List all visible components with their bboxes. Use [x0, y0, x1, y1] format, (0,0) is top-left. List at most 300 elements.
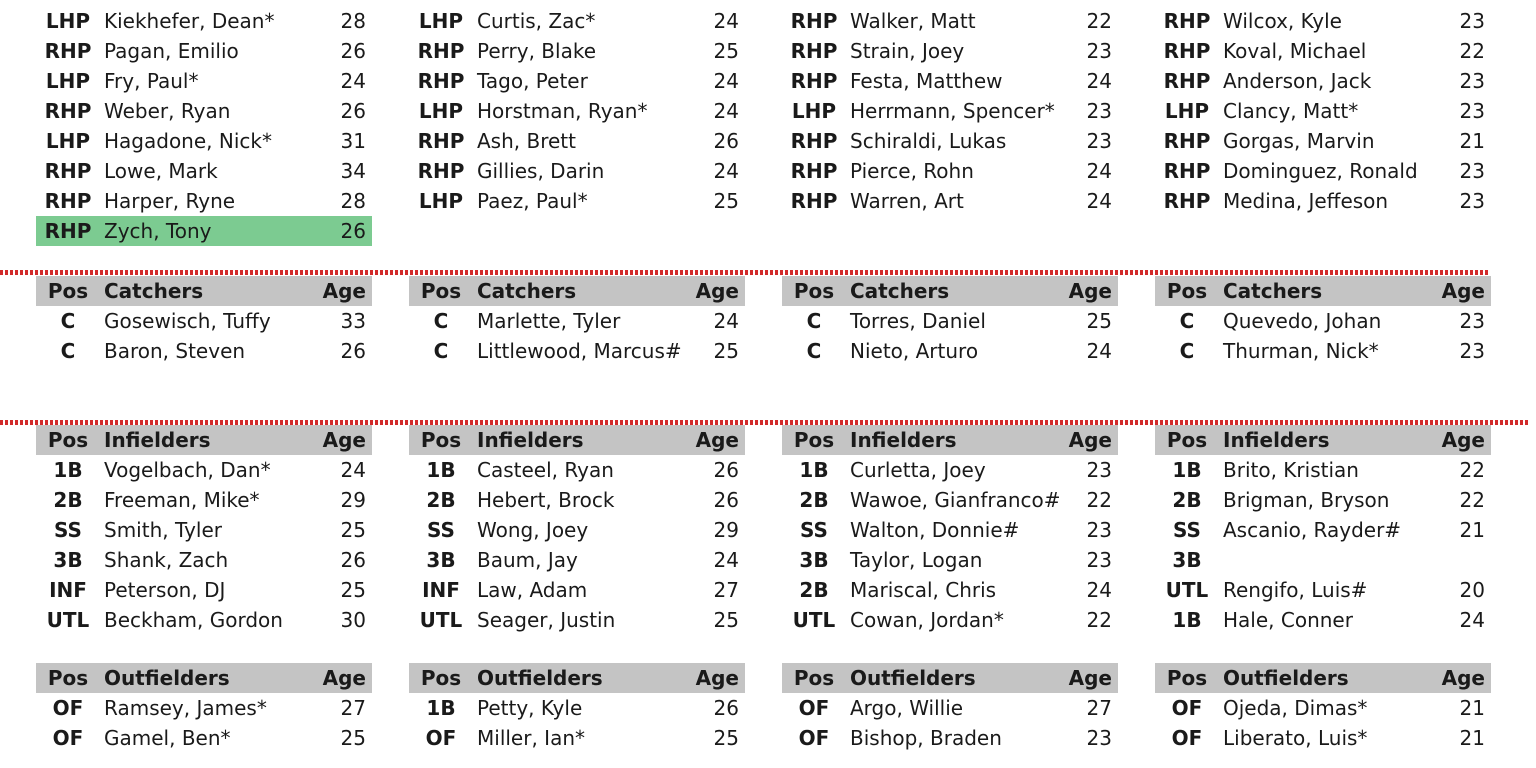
player-age: 25: [713, 608, 739, 632]
player-name: Baron, Steven: [104, 339, 246, 363]
player-name: Anderson, Jack: [1223, 69, 1372, 93]
position: LHP: [45, 9, 91, 33]
pitchers-column-3: [782, 6, 1118, 216]
position: OF: [425, 726, 457, 750]
outfielders-column-4: [1155, 663, 1491, 753]
player-age: 23: [1086, 99, 1112, 123]
position: 1B: [426, 696, 456, 720]
roster-row: [36, 723, 372, 753]
roster-row: [1155, 455, 1491, 485]
pos-header: Pos: [793, 666, 835, 690]
player-name: Tago, Peter: [477, 69, 588, 93]
section-title: Infielders: [477, 428, 584, 452]
position: SS: [800, 518, 828, 542]
position: C: [1179, 339, 1195, 363]
position: RHP: [417, 69, 465, 93]
position: INF: [49, 578, 87, 602]
age-header: Age: [1441, 428, 1485, 452]
player-name: Mariscal, Chris: [850, 578, 997, 602]
roster-row: [782, 723, 1118, 753]
player-age: 25: [713, 189, 739, 213]
player-age: 23: [1086, 458, 1112, 482]
position: 3B: [426, 548, 456, 572]
player-name: Koval, Michael: [1223, 39, 1367, 63]
position: SS: [54, 518, 82, 542]
position: RHP: [417, 39, 465, 63]
player-age: 25: [713, 339, 739, 363]
player-name: Freeman, Mike*: [104, 488, 260, 512]
pos-header: Pos: [420, 666, 462, 690]
player-name: Hebert, Brock: [477, 488, 615, 512]
position: 2B: [799, 488, 829, 512]
position: 3B: [53, 548, 83, 572]
position: OF: [52, 726, 84, 750]
player-name: Hale, Conner: [1223, 608, 1353, 632]
player-age: 24: [713, 69, 739, 93]
position: RHP: [790, 9, 838, 33]
section-title: Outfielders: [850, 666, 976, 690]
player-name: Strain, Joey: [850, 39, 965, 63]
player-name: Baum, Jay: [477, 548, 578, 572]
position: LHP: [418, 189, 464, 213]
position: RHP: [790, 159, 838, 183]
position: SS: [427, 518, 455, 542]
position: 2B: [53, 488, 83, 512]
section-header: [36, 663, 372, 693]
player-age: 23: [1459, 99, 1485, 123]
pos-header: Pos: [1166, 279, 1208, 303]
roster-row: [1155, 605, 1491, 635]
roster-row: [409, 605, 745, 635]
roster-row: [409, 336, 745, 366]
position: LHP: [1164, 99, 1210, 123]
outfielders-column-3: [782, 663, 1118, 753]
position: UTL: [792, 608, 836, 632]
pitchers-column-4: [1155, 6, 1491, 216]
player-name: Marlette, Tyler: [477, 309, 621, 333]
roster-row: [409, 126, 745, 156]
roster-row: [36, 515, 372, 545]
roster-row: [782, 306, 1118, 336]
player-name: Ash, Brett: [477, 129, 576, 153]
position: RHP: [1163, 9, 1211, 33]
position: INF: [422, 578, 460, 602]
player-name: Medina, Jeffeson: [1223, 189, 1389, 213]
position: LHP: [45, 69, 91, 93]
player-age: 23: [1086, 39, 1112, 63]
player-name: Miller, Ian*: [477, 726, 585, 750]
player-name: Weber, Ryan: [104, 99, 231, 123]
age-header: Age: [695, 666, 739, 690]
player-name: Rengifo, Luis#: [1223, 578, 1368, 602]
roster-row: [36, 36, 372, 66]
player-age: 24: [1086, 69, 1112, 93]
roster-row: [36, 156, 372, 186]
roster-row: [782, 455, 1118, 485]
player-age: 26: [713, 696, 739, 720]
roster-row: [1155, 336, 1491, 366]
pos-header: Pos: [47, 279, 89, 303]
player-name: Walker, Matt: [850, 9, 976, 33]
player-name: Littlewood, Marcus#: [477, 339, 682, 363]
roster-row: [409, 455, 745, 485]
player-name: Walton, Donnie#: [850, 518, 1020, 542]
player-age: 23: [1459, 9, 1485, 33]
section-header: [409, 425, 745, 455]
roster-row: [36, 126, 372, 156]
player-age: 23: [1086, 129, 1112, 153]
roster-row: [782, 515, 1118, 545]
position: LHP: [45, 129, 91, 153]
player-age: 26: [340, 339, 366, 363]
player-age: 28: [340, 189, 366, 213]
roster-row: [36, 186, 372, 216]
roster-row: [782, 36, 1118, 66]
roster-row: [782, 693, 1118, 723]
roster-row: [782, 96, 1118, 126]
player-age: 24: [713, 159, 739, 183]
player-name: Law, Adam: [477, 578, 588, 602]
player-age: 21: [1459, 726, 1485, 750]
roster-row: [36, 605, 372, 635]
position: OF: [1171, 696, 1203, 720]
position: OF: [1171, 726, 1203, 750]
position: RHP: [790, 189, 838, 213]
player-name: Gorgas, Marvin: [1223, 129, 1375, 153]
player-age: 24: [340, 69, 366, 93]
position: 2B: [1172, 488, 1202, 512]
age-header: Age: [322, 279, 366, 303]
player-age: 22: [1086, 488, 1112, 512]
player-age: 24: [340, 458, 366, 482]
roster-row: [409, 515, 745, 545]
player-age: 24: [1086, 159, 1112, 183]
player-age: 26: [340, 548, 366, 572]
pos-header: Pos: [1166, 428, 1208, 452]
roster-row: [1155, 186, 1491, 216]
position: LHP: [418, 9, 464, 33]
infielders-column-1: [36, 425, 372, 635]
roster-row: [1155, 306, 1491, 336]
position: 3B: [799, 548, 829, 572]
player-age: 28: [340, 9, 366, 33]
section-header: [36, 276, 372, 306]
catchers-column-2: [409, 276, 745, 366]
position: C: [60, 339, 76, 363]
position: RHP: [790, 129, 838, 153]
player-name: Kiekhefer, Dean*: [104, 9, 275, 33]
player-name: Cowan, Jordan*: [850, 608, 1004, 632]
roster-row: [409, 575, 745, 605]
roster-row: [782, 186, 1118, 216]
age-header: Age: [322, 428, 366, 452]
section-divider: [0, 270, 1490, 275]
infielders-column-2: [409, 425, 745, 635]
pos-header: Pos: [47, 428, 89, 452]
roster-row: [1155, 723, 1491, 753]
section-title: Infielders: [1223, 428, 1330, 452]
player-name: Fry, Paul*: [104, 69, 199, 93]
roster-row: [409, 723, 745, 753]
player-name: Brigman, Bryson: [1223, 488, 1390, 512]
player-age: 27: [340, 696, 366, 720]
pos-header: Pos: [1166, 666, 1208, 690]
player-name: Taylor, Logan: [850, 548, 983, 572]
position: C: [60, 309, 76, 333]
player-name: Nieto, Arturo: [850, 339, 979, 363]
position: UTL: [46, 608, 90, 632]
roster-row: [782, 605, 1118, 635]
player-age: 23: [1459, 159, 1485, 183]
position: C: [433, 309, 449, 333]
player-name: Schiraldi, Lukas: [850, 129, 1007, 153]
player-age: 22: [1086, 608, 1112, 632]
player-name: Peterson, DJ: [104, 578, 226, 602]
player-name: Pagan, Emilio: [104, 39, 239, 63]
roster-row: [782, 66, 1118, 96]
pos-header: Pos: [420, 279, 462, 303]
player-name: Liberato, Luis*: [1223, 726, 1368, 750]
player-name: Smith, Tyler: [104, 518, 222, 542]
player-age: 23: [1459, 339, 1485, 363]
player-age: 24: [1086, 578, 1112, 602]
roster-row: [36, 336, 372, 366]
player-name: Gamel, Ben*: [104, 726, 231, 750]
player-name: Wawoe, Gianfranco#: [850, 488, 1061, 512]
player-name: Pierce, Rohn: [850, 159, 974, 183]
section-header: [36, 425, 372, 455]
player-age: 25: [713, 39, 739, 63]
position: RHP: [1163, 39, 1211, 63]
player-name: Perry, Blake: [477, 39, 597, 63]
roster-row: [36, 66, 372, 96]
player-name: Shank, Zach: [104, 548, 229, 572]
position: RHP: [417, 159, 465, 183]
position: 1B: [799, 458, 829, 482]
roster-row: [36, 693, 372, 723]
position: C: [806, 339, 822, 363]
player-name: Paez, Paul*: [477, 189, 588, 213]
age-header: Age: [322, 666, 366, 690]
position: OF: [798, 696, 830, 720]
section-header: [409, 663, 745, 693]
player-name: Petty, Kyle: [477, 696, 583, 720]
pitchers-column-2: [409, 6, 745, 216]
roster-row: [1155, 693, 1491, 723]
player-age: 25: [340, 518, 366, 542]
player-age: 21: [1459, 696, 1485, 720]
roster-row: [782, 126, 1118, 156]
player-name: Curletta, Joey: [850, 458, 986, 482]
roster-row: [409, 66, 745, 96]
position: RHP: [44, 99, 92, 123]
player-age: 22: [1459, 488, 1485, 512]
section-title: Catchers: [104, 279, 204, 303]
position: SS: [1173, 518, 1201, 542]
roster-row: [36, 485, 372, 515]
position: LHP: [791, 99, 837, 123]
age-header: Age: [1068, 428, 1112, 452]
section-title: Outfielders: [1223, 666, 1349, 690]
player-age: 23: [1459, 69, 1485, 93]
roster-row: [36, 455, 372, 485]
player-name: Ascanio, Rayder#: [1223, 518, 1402, 542]
position: 1B: [1172, 608, 1202, 632]
player-age: 21: [1459, 129, 1485, 153]
position: OF: [798, 726, 830, 750]
position: RHP: [790, 39, 838, 63]
position: RHP: [790, 69, 838, 93]
player-age: 26: [713, 458, 739, 482]
outfielders-column-1: [36, 663, 372, 753]
roster-row: [409, 6, 745, 36]
section-header: [782, 276, 1118, 306]
section-header: [409, 276, 745, 306]
player-age: 29: [340, 488, 366, 512]
player-name: Zych, Tony: [104, 219, 212, 243]
position: RHP: [1163, 159, 1211, 183]
player-age: 25: [1086, 309, 1112, 333]
position: RHP: [417, 129, 465, 153]
player-age: 23: [1086, 548, 1112, 572]
player-name: Warren, Art: [850, 189, 964, 213]
player-age: 26: [340, 39, 366, 63]
section-title: Outfielders: [477, 666, 603, 690]
pos-header: Pos: [793, 428, 835, 452]
player-name: Herrmann, Spencer*: [850, 99, 1055, 123]
infielders-column-3: [782, 425, 1118, 635]
highlighted-roster-row: [36, 216, 372, 246]
player-name: Clancy, Matt*: [1223, 99, 1359, 123]
position: RHP: [44, 219, 92, 243]
player-name: Wong, Joey: [477, 518, 589, 542]
player-age: 23: [1459, 309, 1485, 333]
roster-row: [1155, 545, 1491, 575]
player-age: 24: [713, 9, 739, 33]
roster-row: [36, 306, 372, 336]
roster-row: [1155, 96, 1491, 126]
pos-header: Pos: [47, 666, 89, 690]
player-age: 20: [1459, 578, 1485, 602]
roster-row: [1155, 126, 1491, 156]
position: 2B: [426, 488, 456, 512]
position: UTL: [1165, 578, 1209, 602]
roster-row: [36, 575, 372, 605]
player-age: 27: [713, 578, 739, 602]
position: C: [433, 339, 449, 363]
roster-row: [1155, 66, 1491, 96]
roster-row: [782, 575, 1118, 605]
player-age: 22: [1086, 9, 1112, 33]
player-name: Torres, Daniel: [850, 309, 986, 333]
pos-header: Pos: [420, 428, 462, 452]
player-name: Casteel, Ryan: [477, 458, 614, 482]
roster-row: [782, 545, 1118, 575]
player-age: 23: [1086, 518, 1112, 542]
player-age: 25: [340, 726, 366, 750]
age-header: Age: [1068, 666, 1112, 690]
player-age: 24: [713, 309, 739, 333]
player-name: Ojeda, Dimas*: [1223, 696, 1368, 720]
player-age: 26: [713, 129, 739, 153]
section-header: [1155, 276, 1491, 306]
age-header: Age: [1068, 279, 1112, 303]
player-age: 24: [1086, 339, 1112, 363]
roster-row: [409, 485, 745, 515]
roster-row: [782, 485, 1118, 515]
position: C: [806, 309, 822, 333]
roster-row: [409, 156, 745, 186]
infielders-column-4: [1155, 425, 1491, 635]
section-title: Infielders: [850, 428, 957, 452]
player-name: Gosewisch, Tuffy: [104, 309, 271, 333]
player-name: Quevedo, Johan: [1223, 309, 1382, 333]
position: 1B: [1172, 458, 1202, 482]
roster-row: [782, 336, 1118, 366]
roster-row: [1155, 515, 1491, 545]
age-header: Age: [1441, 666, 1485, 690]
position: C: [1179, 309, 1195, 333]
position: OF: [52, 696, 84, 720]
roster-row: [36, 96, 372, 126]
roster-row: [1155, 485, 1491, 515]
player-name: Curtis, Zac*: [477, 9, 596, 33]
roster-row: [409, 693, 745, 723]
player-age: 22: [1459, 458, 1485, 482]
player-age: 23: [1459, 189, 1485, 213]
position: RHP: [44, 39, 92, 63]
player-name: Harper, Ryne: [104, 189, 236, 213]
player-age: 26: [340, 219, 366, 243]
position: RHP: [1163, 129, 1211, 153]
player-age: 23: [1086, 726, 1112, 750]
section-title: Catchers: [477, 279, 577, 303]
section-title: Infielders: [104, 428, 211, 452]
section-header: [782, 425, 1118, 455]
player-name: Horstman, Ryan*: [477, 99, 648, 123]
player-name: Argo, Willie: [850, 696, 964, 720]
position: RHP: [44, 159, 92, 183]
roster-row: [409, 306, 745, 336]
player-age: 22: [1459, 39, 1485, 63]
position: RHP: [1163, 189, 1211, 213]
position: 2B: [799, 578, 829, 602]
roster-row: [782, 156, 1118, 186]
player-name: Seager, Justin: [477, 608, 616, 632]
player-age: 24: [713, 548, 739, 572]
catchers-column-4: [1155, 276, 1491, 366]
section-header: [1155, 663, 1491, 693]
player-name: Ramsey, James*: [104, 696, 267, 720]
section-title: Catchers: [850, 279, 950, 303]
player-name: Festa, Matthew: [850, 69, 1003, 93]
position: RHP: [44, 189, 92, 213]
player-age: 25: [340, 578, 366, 602]
player-name: Wilcox, Kyle: [1223, 9, 1342, 33]
player-name: Vogelbach, Dan*: [104, 458, 271, 482]
player-name: Hagadone, Nick*: [104, 129, 272, 153]
age-header: Age: [695, 279, 739, 303]
roster-row: [36, 545, 372, 575]
player-age: 33: [340, 309, 366, 333]
roster-row: [1155, 156, 1491, 186]
section-header: [782, 663, 1118, 693]
position: 3B: [1172, 548, 1202, 572]
player-name: Dominguez, Ronald: [1223, 159, 1418, 183]
catchers-column-3: [782, 276, 1118, 366]
player-name: Lowe, Mark: [104, 159, 218, 183]
player-age: 29: [713, 518, 739, 542]
